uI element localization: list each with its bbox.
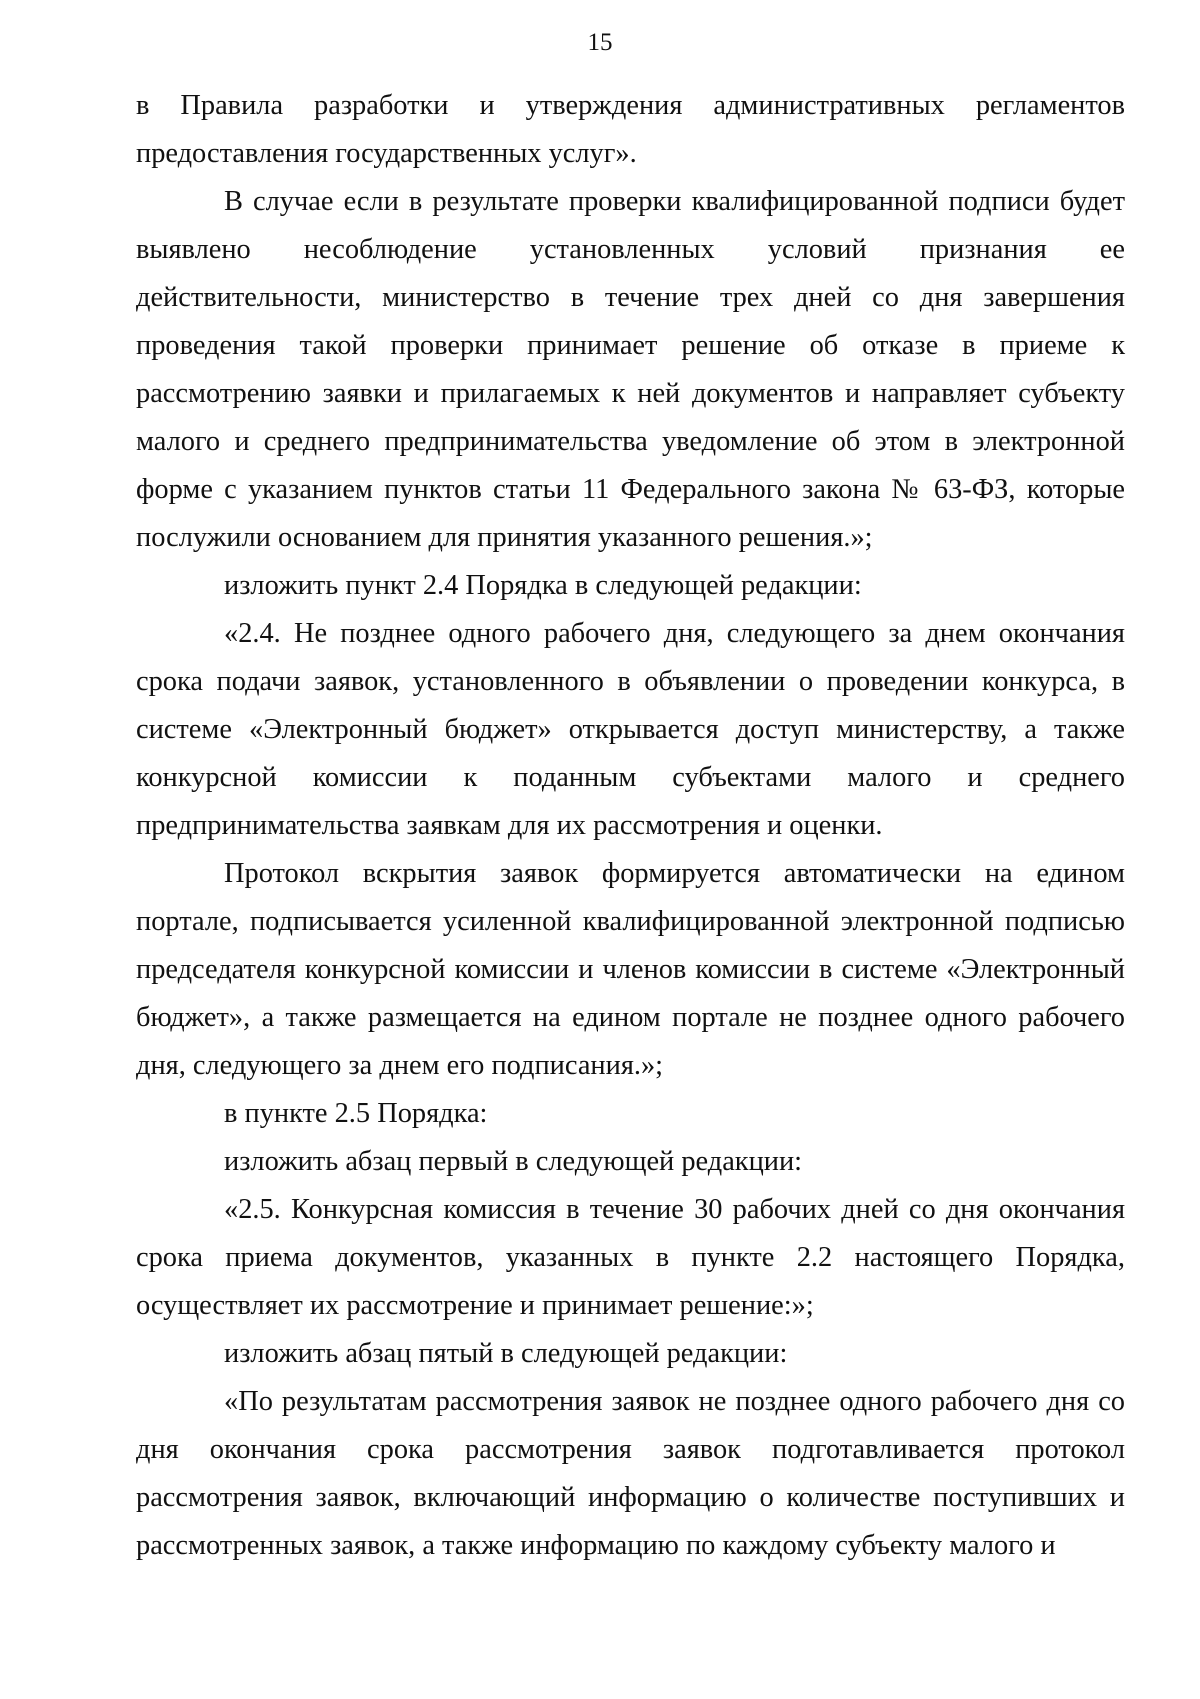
paragraph-6: в пункте 2.5 Порядка:: [224, 1098, 488, 1129]
paragraph-7: изложить абзац первый в следующей редакции:: [224, 1146, 803, 1177]
paragraph-9: изложить абзац пятый в следующей редакции:: [224, 1338, 788, 1369]
paragraph-4: «2.4. Не позднее одного рабочего дня, следующего за днем окончания срока подачи заявок, установленного в объявлении о проведении конкурса, в системе «Электронный бюджет» открывается доступ министерству, а также конкурсной комиссии к поданным субъектами малого и среднего предпринимательства заявкам для их рассмотрения и оценки.: [136, 618, 1125, 841]
paragraph-3: изложить пункт 2.4 Порядка в следующей редакции:: [224, 570, 862, 601]
paragraph-8: «2.5. Конкурсная комиссия в течение 30 рабочих дней со дня окончания срока приема документов, указанных в пункте 2.2 настоящего Порядка, осуществляет их рассмотрение и принимает решение:»;: [136, 1194, 1125, 1321]
paragraph-10: «По результатам рассмотрения заявок не позднее одного рабочего дня со дня окончания срока рассмотрения заявок подготавливается протокол рассмотрения заявок, включающий информацию о количестве поступивших и рассмотренных заявок, а также информацию по каждому субъекту малого и: [136, 1386, 1125, 1561]
paragraph-1: в Правила разработки и утверждения административных регламентов предоставления государственных услуг».: [136, 90, 1125, 169]
paragraph-2: В случае если в результате проверки квалифицированной подписи будет выявлено несоблюдение установленных условий признания ее действительности, министерство в течение трех дней со дня завершения проведения такой проверки принимает решение об отказе в приеме к рассмотрению заявки и прилагаемых к ней документов и направляет субъекту малого и среднего предпринимательства уведомление об этом в электронной форме с указанием пунктов статьи 11 Федерального закона № 63-ФЗ, которые послужили основанием для принятия указанного решения.»;: [136, 186, 1125, 553]
document-body: [136, 82, 1125, 1570]
paragraph-5: Протокол вскрытия заявок формируется автоматически на едином портале, подписывается усиленной квалифицированной электронной подписью председателя конкурсной комиссии и членов комиссии в системе «Электронный бюджет», а также размещается на едином портале не позднее одного рабочего дня, следующего за днем его подписания.»;: [136, 858, 1125, 1081]
page-number: 15: [587, 29, 613, 56]
